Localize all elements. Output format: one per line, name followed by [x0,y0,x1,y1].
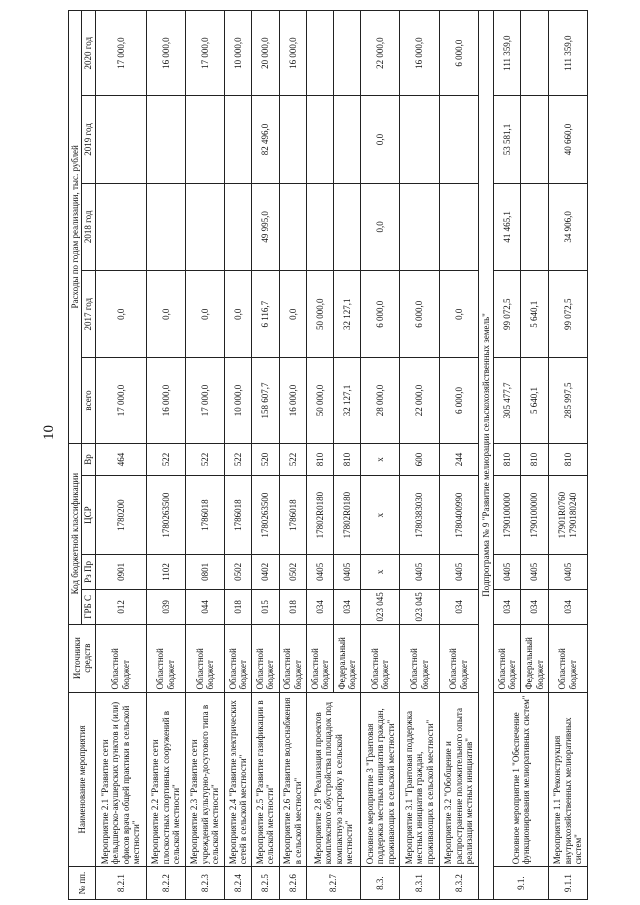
row-total: 50 000,0 [306,358,333,443]
row-source: Областной бюджет [306,624,333,692]
row-total: 5 640,1 [521,358,548,443]
row-source: Областной бюджет [225,624,252,692]
table-row [95,11,146,900]
row-rzpr: 0502 [225,554,252,589]
col-name-header: Наименование мероприятия [69,692,96,867]
row-source: Областной бюджет [361,624,400,692]
row-source: Федеральный бюджет [334,624,361,692]
col-no-header: № пп. [69,867,96,900]
row-name: Мероприятие 2.8 "Реализация проектов комплексного обустройства площадок под компактную застройку в сельской местности" [306,692,361,867]
row-csr: 1780400990 [439,476,478,555]
row-source: Областной бюджет [146,624,185,692]
row-vr: 810 [306,443,333,476]
row-2019: 0,0 [361,96,400,183]
row-2018: 0,0 [361,183,400,270]
row-name: Мероприятие 1.1 "Реконструкция внутрихозяйственных мелиоративных систем" [548,692,587,867]
row-source: Областной бюджет [95,624,146,692]
row-vr: 600 [400,443,439,476]
row-2018 [521,183,548,270]
row-2018 [306,183,333,270]
table-row [225,11,252,900]
row-no: 9.1.1 [548,867,587,900]
row-grbs: 018 [279,589,306,624]
row-2020: 20 000,0 [252,11,279,96]
row-grbs: 044 [185,589,224,624]
subprogram-row [478,11,493,900]
row-2017: 99 072,5 [494,271,521,358]
row-grbs: 018 [225,589,252,624]
row-2019 [334,96,361,183]
col-csr-header: ЦСР [82,476,95,555]
col-2017-header: 2017 год [82,271,95,358]
table-row [494,11,521,900]
row-2019 [306,96,333,183]
table-row [185,11,224,900]
row-2017: 6 116,7 [252,271,279,358]
col-rzpr-header: Рз Пр [82,554,95,589]
row-total: 17 000,0 [95,358,146,443]
row-csr: 17802R0180 [334,476,361,555]
row-2017: 0,0 [439,271,478,358]
row-2018 [95,183,146,270]
row-vr: 244 [439,443,478,476]
row-2019: 82 496,0 [252,96,279,183]
row-source: Областной бюджет [494,624,521,692]
col-total-header: всего [82,358,95,443]
row-vr: 522 [185,443,224,476]
row-2017: 0,0 [185,271,224,358]
row-no: 8.3.1 [400,867,439,900]
row-2019 [225,96,252,183]
row-no: 8.2.3 [185,867,224,900]
row-rzpr: 0405 [494,554,521,589]
row-grbs: 023 045 [400,589,439,624]
col-grbs-header: ГРБ С [82,589,95,624]
row-2017: 32 127,1 [334,271,361,358]
row-vr: 520 [252,443,279,476]
row-csr: 1780263500 [146,476,185,555]
row-2017: 50 000,0 [306,271,333,358]
table-row [279,11,306,900]
row-rzpr: 0405 [334,554,361,589]
row-2018 [279,183,306,270]
row-csr: 1780383030 [400,476,439,555]
row-name: Мероприятие 2.3 "Развитие сети учреждений культурно-досугового типа в сельской местности" [185,692,224,867]
row-grbs: 039 [146,589,185,624]
row-2018: 49 995,0 [252,183,279,270]
row-rzpr: 0402 [252,554,279,589]
row-total: 16 000,0 [146,358,185,443]
row-rzpr: 1102 [146,554,185,589]
row-2017: 5 640,1 [521,271,548,358]
row-2019 [95,96,146,183]
row-no: 8.2.4 [225,867,252,900]
row-2017: 6 000,0 [400,271,439,358]
row-2018: 41 465,1 [494,183,521,270]
table-row [548,11,587,900]
row-2020: 22 000,0 [361,11,400,96]
row-csr: 1790100000 [494,476,521,555]
row-source: Областной бюджет [252,624,279,692]
row-2019 [185,96,224,183]
row-grbs: 015 [252,589,279,624]
row-vr: 464 [95,443,146,476]
row-2019 [279,96,306,183]
row-vr: 810 [548,443,587,476]
row-2019 [439,96,478,183]
row-rzpr: 0405 [548,554,587,589]
row-2017: 0,0 [225,271,252,358]
row-2017: 0,0 [146,271,185,358]
row-2020: 17 000,0 [95,11,146,96]
budget-table [68,10,588,900]
row-2017: 0,0 [95,271,146,358]
budget-table-rotated [68,10,588,900]
row-2018 [185,183,224,270]
table-row [361,11,400,900]
row-2019 [521,96,548,183]
row-grbs: 023 045 [361,589,400,624]
row-no: 8.2.6 [279,867,306,900]
row-grbs: 034 [439,589,478,624]
row-rzpr: 0405 [400,554,439,589]
row-csr: 1790100000 [521,476,548,555]
row-grbs: 034 [494,589,521,624]
page-number: 10 [41,425,57,440]
row-2018: 34 906,0 [548,183,587,270]
row-total: 28 000,0 [361,358,400,443]
row-csr: 17901R0760 1790180240 [548,476,587,555]
row-2019: 53 581,1 [494,96,521,183]
row-total: 305 477,7 [494,358,521,443]
row-no: 8.3.2 [439,867,478,900]
row-2019: 40 660,0 [548,96,587,183]
row-csr: 1786018 [225,476,252,555]
row-no: 8.2.7 [306,867,361,900]
row-grbs: 034 [334,589,361,624]
row-csr: 1786018 [185,476,224,555]
row-2019 [146,96,185,183]
table-row [306,11,333,900]
col-2019-header: 2019 год [82,96,95,183]
row-source: Областной бюджет [279,624,306,692]
col-2018-header: 2018 год [82,183,95,270]
row-name: Мероприятие 2.6 "Развитие водоснабжения в сельской местности" [279,692,306,867]
row-2020 [334,11,361,96]
row-no: 8.2.1 [95,867,146,900]
table-row [252,11,279,900]
row-rzpr: 0901 [95,554,146,589]
row-no: 8.2.5 [252,867,279,900]
row-no: 9.1. [494,867,549,900]
col-expenses-header: Расходы по годам реализации, тыс. рублей [69,11,82,444]
row-csr: 1786018 [279,476,306,555]
row-vr: 522 [146,443,185,476]
row-source: Областной бюджет [400,624,439,692]
row-rzpr: 0405 [306,554,333,589]
row-vr: 810 [494,443,521,476]
row-2017: 99 072,5 [548,271,587,358]
row-name: Мероприятие 3.2 "Обобщение и распространение положительного опыта реализации местных инициатив" [439,692,478,867]
row-2020: 10 000,0 [225,11,252,96]
row-vr: 810 [521,443,548,476]
table-row [400,11,439,900]
row-no: 8.2.2 [146,867,185,900]
row-source: Областной бюджет [439,624,478,692]
row-source: Областной бюджет [185,624,224,692]
row-name: Основное мероприятие 1 "Обеспечение функционирования мелиоративных систем" [494,692,549,867]
row-name: Мероприятие 2.5 "Развитие газификации в сельской местности" [252,692,279,867]
row-2020: 111 359,0 [548,11,587,96]
row-2020: 16 000,0 [279,11,306,96]
row-grbs: 012 [95,589,146,624]
row-rzpr: 0502 [279,554,306,589]
row-name: Мероприятие 2.2 "Развитие сети плоскостных спортивных сооружений в сельской местности" [146,692,185,867]
row-2020: 16 000,0 [400,11,439,96]
row-vr: 522 [225,443,252,476]
row-2020: 6 000,0 [439,11,478,96]
row-name: Мероприятие 2.4 "Развитие электрических сетей в сельской местности" [225,692,252,867]
row-rzpr: 0405 [521,554,548,589]
row-2018 [146,183,185,270]
row-vr: x [361,443,400,476]
row-2018 [225,183,252,270]
row-source: Областной бюджет [548,624,587,692]
row-name: Основное мероприятие 3 "Грантовая поддержка местных инициатив граждан, проживающих в сельской местности" [361,692,400,867]
row-2019 [400,96,439,183]
row-2017: 6 000,0 [361,271,400,358]
row-2018 [334,183,361,270]
row-csr: x [361,476,400,555]
row-name: Мероприятие 3.1 "Грантовая поддержка местных инициатив граждан, проживающих в сельской местности" [400,692,439,867]
row-source: Федеральный бюджет [521,624,548,692]
col-source-header: Источники средств [69,624,96,692]
row-rzpr: 0405 [439,554,478,589]
row-csr: 17802R0180 [306,476,333,555]
row-2020 [306,11,333,96]
row-name: Мероприятие 2.1 "Развитие сети фельдшерско-акушерских пунктов и (или) офисов врача общей практики в сельской местности" [95,692,146,867]
row-2020: 111 359,0 [494,11,521,96]
row-2017: 0,0 [279,271,306,358]
row-grbs: 034 [548,589,587,624]
row-csr: 1780263500 [252,476,279,555]
row-total: 6 000,0 [439,358,478,443]
col-vr-header: Вр [82,443,95,476]
row-vr: 522 [279,443,306,476]
table-row [146,11,185,900]
row-no: 8.3. [361,867,400,900]
row-2018 [400,183,439,270]
row-2018 [439,183,478,270]
row-2020 [521,11,548,96]
row-2020: 17 000,0 [185,11,224,96]
row-total: 32 127,1 [334,358,361,443]
row-csr: 1780200 [95,476,146,555]
row-total: 10 000,0 [225,358,252,443]
row-total: 158 607,7 [252,358,279,443]
row-total: 16 000,0 [279,358,306,443]
row-grbs: 034 [306,589,333,624]
row-total: 285 997,5 [548,358,587,443]
row-2020: 16 000,0 [146,11,185,96]
row-grbs: 034 [521,589,548,624]
row-total: 22 000,0 [400,358,439,443]
row-total: 17 000,0 [185,358,224,443]
col-2020-header: 2020 год [82,11,95,96]
row-vr: 810 [334,443,361,476]
row-rzpr: x [361,554,400,589]
row-rzpr: 0801 [185,554,224,589]
table-row [439,11,478,900]
col-kbk-header: Код бюджетной классификации [69,443,82,624]
header-row-1 [69,11,82,900]
subprogram-title: Подпрограмма № 9 "Развитие мелиорации сельскохозяйственных земель" [478,11,493,900]
